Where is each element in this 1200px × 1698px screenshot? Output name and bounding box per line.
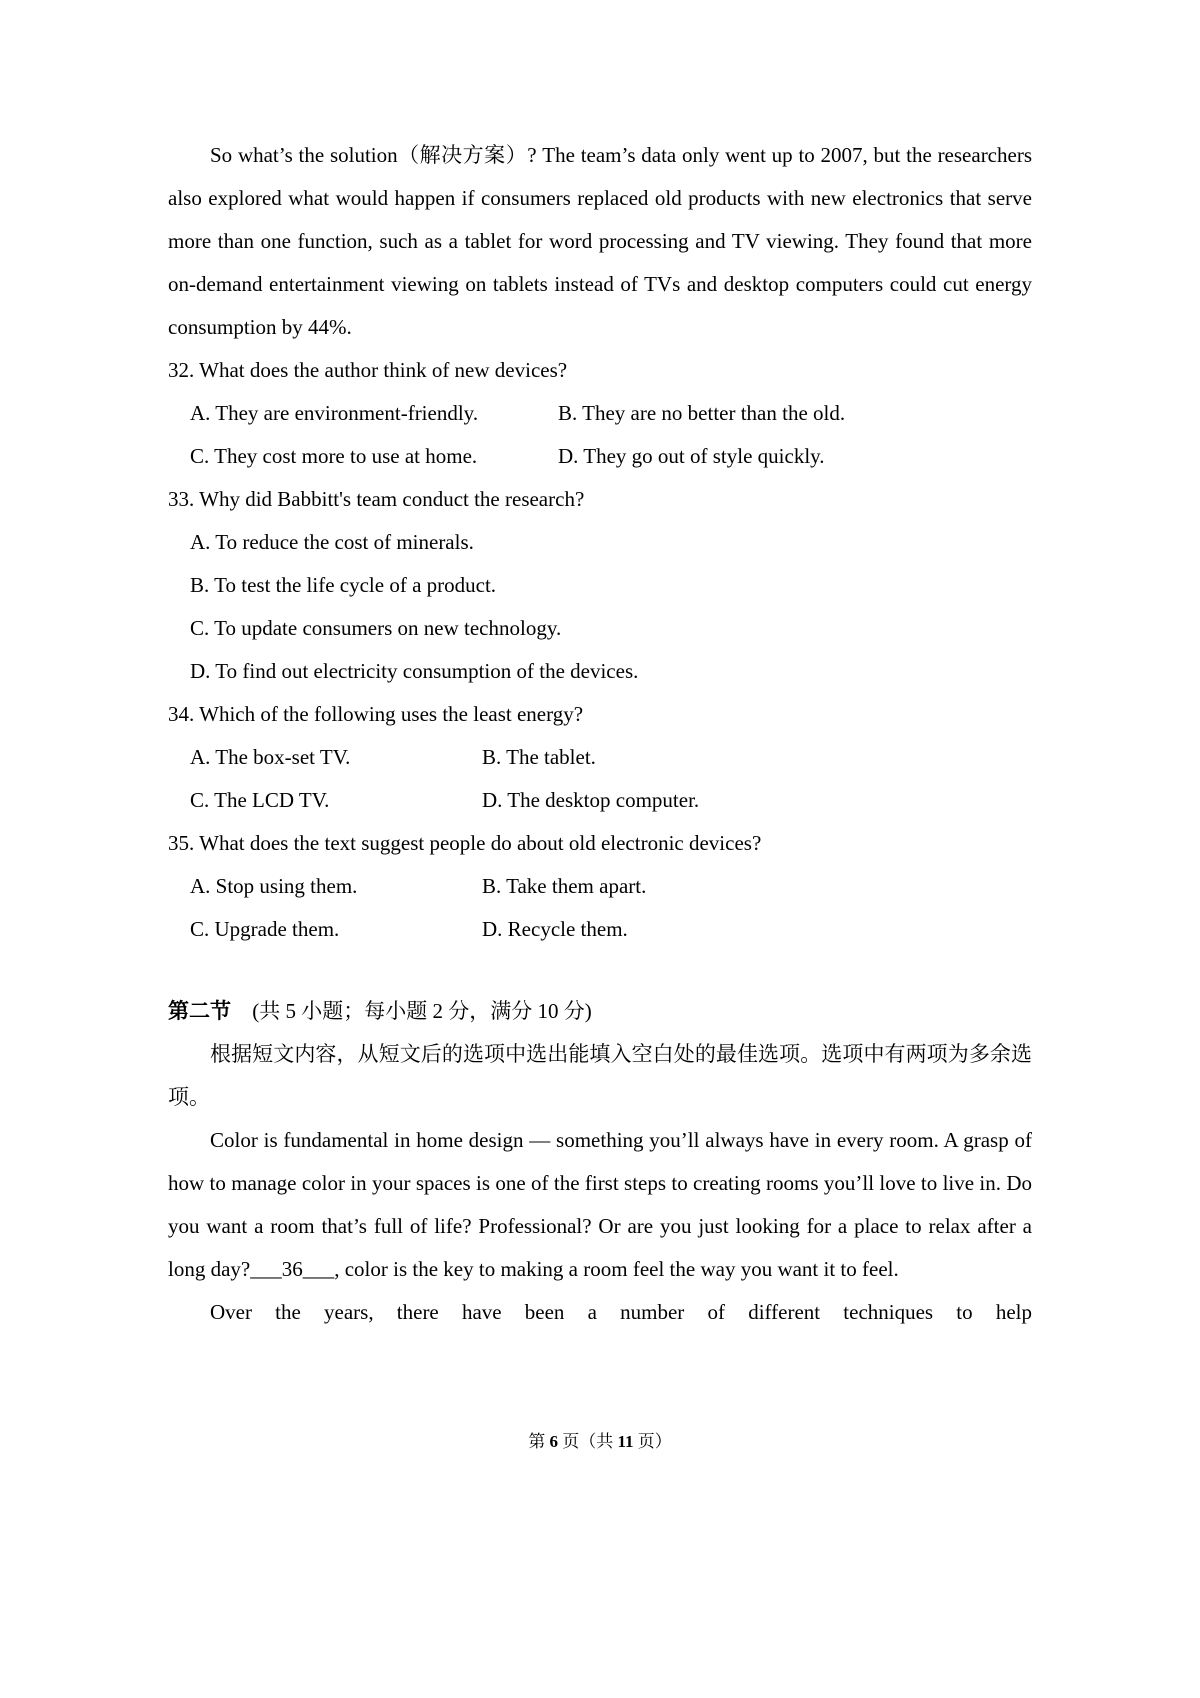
question-35-stem: 35. What does the text suggest people do about old electronic devices? [168, 831, 762, 855]
section-heading [168, 990, 1032, 1033]
option-row [190, 865, 1032, 908]
option-35-b: B. Take them apart. [482, 874, 647, 898]
question-33 [168, 478, 1032, 693]
option-34-c: C. The LCD TV. [190, 788, 330, 812]
option-35-d: D. Recycle them. [482, 917, 628, 941]
page-number: 6 [549, 1432, 558, 1451]
section-heading-title: 第二节 [168, 999, 231, 1023]
exam-content [168, 134, 1032, 1334]
option-32-b: B. They are no better than the old. [558, 401, 846, 425]
question-32-options [168, 392, 1032, 478]
option-34-b: B. The tablet. [482, 745, 596, 769]
question-34-options [168, 736, 1032, 822]
footer-text-mid: 页（共 [557, 1432, 618, 1451]
question-32 [168, 349, 1032, 478]
footer-text-post: 页） [633, 1432, 672, 1451]
option-row [190, 908, 1032, 951]
cloze-paragraph-2-firstline: Over the years, there have been a number of different techniques to help [210, 1300, 1032, 1324]
option-34-a: A. The box-set TV. [190, 745, 351, 769]
footer-text-pre: 第 [528, 1432, 550, 1451]
question-32-stem: 32. What does the author think of new devices? [168, 358, 568, 382]
option-35-a: A. Stop using them. [190, 874, 358, 898]
option-row [190, 435, 1032, 478]
section-heading-detail: (共 5 小题；每小题 2 分，满分 10 分) [252, 999, 592, 1023]
passage-paragraph: So what’s the solution（解决方案）? The team’s data only went up to 2007, but the researchers also explored what would happen if consumers replaced old products with new electronics that serve more than one function, such as a tablet for word processing and TV viewing. They found that more on-demand entertainment viewing on tablets instead of TVs and desktop computers could cut energy consumption by 44%. [168, 143, 1032, 339]
page-footer [0, 1430, 1200, 1454]
option-33-c: C. To update consumers on new technology. [190, 616, 562, 640]
option-row [190, 392, 1032, 435]
question-35-options [168, 865, 1032, 951]
question-35 [168, 822, 1032, 951]
option-32-c: C. They cost more to use at home. [190, 444, 478, 468]
option-33-d: D. To find out electricity consumption of the devices. [190, 659, 639, 683]
total-pages: 11 [617, 1432, 634, 1451]
question-33-options [168, 521, 1032, 693]
cloze-paragraph-1: Color is fundamental in home design — something you’ll always have in every room. A grasp of how to manage color in your spaces is one of the first steps to creating rooms you’ll love to live in. Do you want a room that’s full of life? Professional? Or are you just looking for a place to relax after a long day?___36___, color is the key to making a room feel the way you want it to feel. [168, 1128, 1032, 1281]
section-gap [168, 951, 1032, 990]
option-32-a: A. They are environment-friendly. [190, 401, 479, 425]
question-34-stem: 34. Which of the following uses the least energy? [168, 702, 584, 726]
option-32-d: D. They go out of style quickly. [558, 444, 825, 468]
option-33-a: A. To reduce the cost of minerals. [190, 530, 474, 554]
option-row [190, 779, 1032, 822]
option-35-c: C. Upgrade them. [190, 917, 340, 941]
option-34-d: D. The desktop computer. [482, 788, 700, 812]
section-instruction: 根据短文内容，从短文后的选项中选出能填入空白处的最佳选项。选项中有两项为多余选项。 [168, 1042, 1032, 1109]
option-row [190, 736, 1032, 779]
question-33-stem: 33. Why did Babbitt's team conduct the research? [168, 487, 585, 511]
question-34 [168, 693, 1032, 822]
option-33-b: B. To test the life cycle of a product. [190, 573, 497, 597]
